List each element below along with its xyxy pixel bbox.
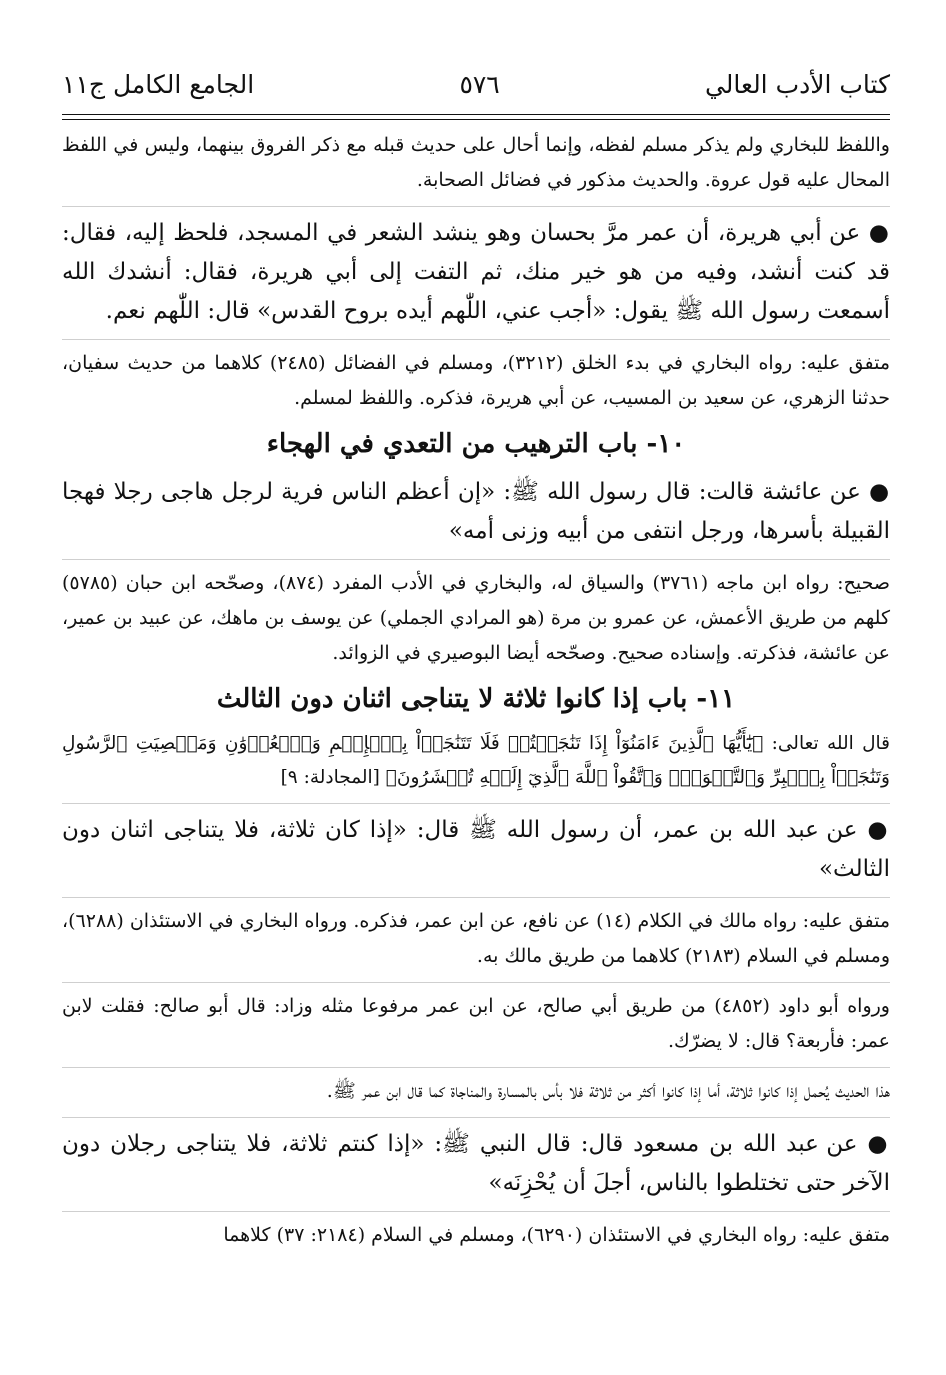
takhrij-paragraph: متفق عليه: رواه البخاري في الاستئذان (٦٢٩٠)، ومسلم في السلام (٢١٨٤: ٣٧) كلاهما bbox=[223, 1224, 890, 1246]
chapter-heading: ١٠- باب الترهيب من التعدي في الهجاء bbox=[266, 429, 686, 459]
separator-line bbox=[62, 1067, 890, 1068]
separator-line bbox=[62, 206, 890, 207]
commentary-paragraph: واللفظ للبخاري ولم يذكر مسلم لفظه، وإنما أحال على حديث قبله مع ذكر الفروق بينهما، وليس في اللفظ المحال عليه قول عروة. والحديث مذكور في فضائل الصحابة. bbox=[62, 134, 890, 191]
hadith-paragraph bbox=[62, 213, 890, 331]
bullet-icon: ● bbox=[869, 478, 891, 505]
hadith-paragraph bbox=[62, 472, 890, 551]
chapter-heading: ١١- باب إذا كانوا ثلاثة لا يتناجى اثنان دون الثالث bbox=[216, 684, 736, 714]
separator-line bbox=[62, 982, 890, 983]
header-rule-bottom bbox=[62, 119, 890, 120]
book-section-title: كتاب الأدب العالي bbox=[704, 69, 890, 99]
hadith-text: عن عبد الله بن مسعود قال: قال النبي ﷺ: «إذا كنتم ثلاثة، فلا يتناجى رجلان دون الآخر حتى تختلطوا بالناس، أجلَ أن يُحْزِنَه» bbox=[62, 1131, 890, 1196]
separator-line bbox=[62, 559, 890, 560]
volume-title: الجامع الكامل ج١١ bbox=[62, 69, 255, 99]
hadith-paragraph bbox=[62, 1124, 890, 1203]
commentary-paragraph: هذا الحديث يُحمل إذا كانوا ثلاثة، أما إذا كانوا أكثر من ثلاثة فلا بأس بالمسارة والمناجاة كما قال ابن عمر ﷺ. bbox=[326, 1080, 890, 1102]
hadith-text: عن عبد الله بن عمر، أن رسول الله ﷺ قال: «إذا كان ثلاثة، فلا يتناجى اثنان دون الثالث» bbox=[62, 817, 890, 882]
bullet-icon: ● bbox=[868, 219, 890, 246]
separator-line bbox=[62, 803, 890, 804]
bullet-icon: ● bbox=[867, 1130, 890, 1157]
hadith-text: عن عائشة قالت: قال رسول الله ﷺ: «إن أعظم الناس فرية لرجل هاجى رجلا فهجا القبيلة بأسرها، ورجل انتفى من أبيه وزنى أمه» bbox=[62, 479, 890, 544]
separator-line bbox=[62, 1117, 890, 1118]
quran-verse-paragraph: قال الله تعالى: ﴿يَٰٓأَيُّهَا ٱلَّذِينَ ءَامَنُوٓاْ إِذَا تَنَٰجَيۡتُمۡ فَلَا تَتَنَٰجَوۡاْ بِٱلۡإِثۡمِ وَٱلۡعُدۡوَٰنِ وَمَعۡصِيَتِ ٱلرَّسُولِ وَتَنَٰجَوۡاْ بِٱلۡبِرِّ وَٱلتَّقۡوَىٰۖ وَٱتَّقُواْ ٱللَّهَ ٱلَّذِيٓ إِلَيۡهِ تُحۡشَرُونَ﴾ [المجادلة: ٩] bbox=[62, 733, 890, 788]
takhrij-paragraph: متفق عليه: رواه مالك في الكلام (١٤) عن نافع، عن ابن عمر، فذكره. ورواه البخاري في الاستئذان (٦٢٨٨)، ومسلم في السلام (٢١٨٣) كلاهما من طريق مالك به. bbox=[62, 910, 890, 967]
hadith-text: عن أبي هريرة، أن عمر مرَّ بحسان وهو ينشد الشعر في المسجد، فلحظ إليه، فقال: قد كنت أنشد، وفيه من هو خير منك، ثم التفت إلى أبي هريرة، فقال: أنشدك الله أسمعت رسول الله ﷺ يقول: «أجب عني، اللّٰهم أيده بروح القدس» قال: اللّٰهم نعم. bbox=[62, 220, 890, 324]
page-number: ٥٧٦ bbox=[459, 69, 500, 99]
page-body bbox=[62, 128, 890, 1253]
takhrij-paragraph: صحيح: رواه ابن ماجه (٣٧٦١) والسياق له، والبخاري في الأدب المفرد (٨٧٤)، وصحّحه ابن حبان (٥٧٨٥) كلهم من طريق الأعمش، عن عمرو بن مرة (هو المرادي الجملي) عن يوسف بن ماهك، عن عبيد بن عمير، عن عائشة، فذكرته. وإسناده صحيح. وصحّحه أيضا البوصيري في الزوائد. bbox=[62, 572, 890, 664]
bullet-icon: ● bbox=[867, 816, 890, 843]
hadith-paragraph bbox=[62, 810, 890, 889]
separator-line bbox=[62, 1211, 890, 1212]
running-header bbox=[62, 64, 890, 104]
separator-line bbox=[62, 897, 890, 898]
separator-line bbox=[62, 339, 890, 340]
header-rule-top bbox=[62, 114, 890, 115]
takhrij-paragraph: متفق عليه: رواه البخاري في بدء الخلق (٣٢١٢)، ومسلم في الفضائل (٢٤٨٥) كلاهما من حديث سفيان، حدثنا الزهري، عن سعيد بن المسيب، عن أبي هريرة، فذكره. واللفظ لمسلم. bbox=[62, 352, 890, 409]
takhrij-paragraph: ورواه أبو داود (٤٨٥٢) من طريق أبي صالح، عن ابن عمر مرفوعا مثله وزاد: قال أبو صالح: فقلت لابن عمر: فأربعة؟ قال: لا يضرّك. bbox=[62, 995, 890, 1052]
